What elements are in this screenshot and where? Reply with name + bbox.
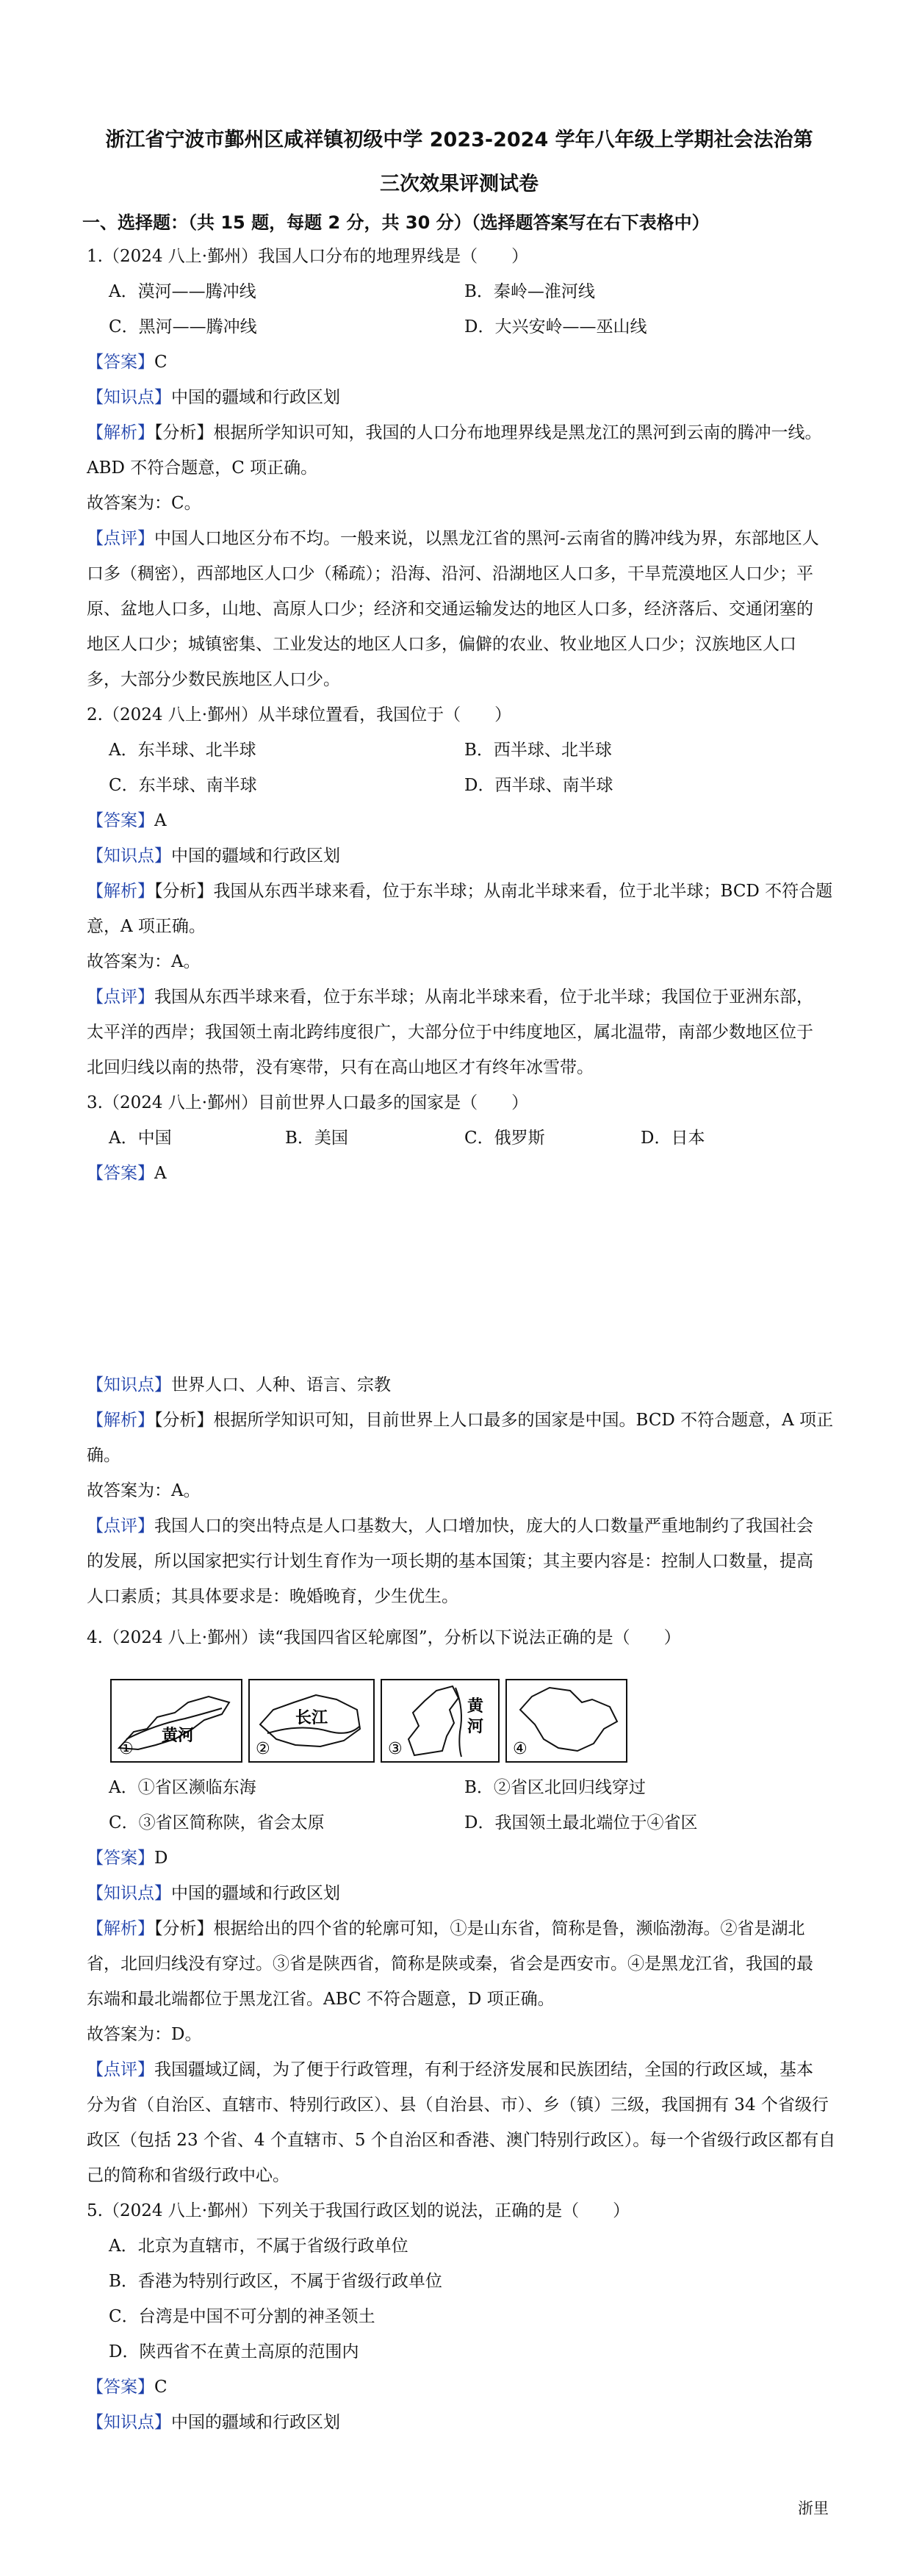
page-footer: 浙里: [798, 2500, 829, 2517]
q4-result: 故答案为：D。: [87, 2025, 202, 2044]
exam-title-line-1: 浙江省宁波市鄞州区咸祥镇初级中学 2023-2024 学年八年级上学期社会法治第: [105, 129, 813, 151]
q1-result: 故答案为：C。: [87, 494, 201, 513]
q2-analysis-line-1: 【分析】我国从东西半球来看，位于东半球；从南北半球来看，位于北半球；BCD 不符合题: [154, 882, 833, 901]
q2-knowledge: [87, 842, 340, 866]
province-outline-2: [248, 1679, 375, 1763]
q5-stem: 5.（2024 八上·鄞州）下列关于我国行政区划的说法，正确的是（ ）: [87, 2201, 630, 2220]
q3-comment-line-2: 的发展，所以国家把实行计划生育作为一项长期的基本国策；其主要内容是：控制人口数量，提高: [87, 1552, 813, 1571]
q5-answer: [87, 2373, 168, 2397]
q5-answer-value: C: [154, 2378, 168, 2397]
q1-answer: [87, 348, 168, 373]
q4-comment-line-1: 我国疆域辽阔，为了便于行政管理，有利于经济发展和民族团结，全国的行政区域，基本: [154, 2060, 813, 2079]
fig-river-yellow-a: 黄: [467, 1697, 484, 1716]
q3-knowledge-value: 世界人口、人种、语言、宗教: [171, 1375, 391, 1395]
q4-stem: 4.（2024 八上·鄞州）读“我国四省区轮廓图”，分析以下说法正确的是（ ）: [87, 1628, 681, 1647]
q4-comment-line-3: 政区（包括 23 个省、4 个直辖市、5 个自治区和香港、澳门特别行政区）。每一个省级行政区都有自: [87, 2131, 836, 2150]
q4-analysis-line-3: 东端和最北端都位于黑龙江省。ABC 不符合题意，D 项正确。: [87, 1990, 555, 2009]
q2-comment-line-3: 北回归线以南的热带，没有寒带，只有在高山地区才有终年冰雪带。: [87, 1058, 594, 1077]
q5-knowledge-value: 中国的疆域和行政区划: [171, 2413, 340, 2432]
q4-option-c: C．③省区简称陕，省会太原: [109, 1813, 325, 1832]
q3-comment-line-3: 人口素质；其具体要求是：晚婚晚育，少生优生。: [87, 1587, 458, 1606]
q5-option-b: B．香港为特别行政区，不属于省级行政单位: [109, 2272, 442, 2291]
q3-answer-value: A: [154, 1164, 167, 1183]
fig-river-yellow-b: 河: [467, 1718, 484, 1736]
q4-knowledge: [87, 1879, 340, 1904]
fig-number-4: ④: [513, 1740, 527, 1758]
q4-comment-line-2: 分为省（自治区、直辖市、特别行政区）、县（自治县、市）、乡（镇）三级，我国拥有 34 个省级行: [87, 2095, 829, 2115]
q3-option-b: B．美国: [285, 1129, 348, 1148]
knowledge-tag: 【知识点】: [87, 1884, 171, 1903]
q1-comment-line-1: 中国人口地区分布不均。一般来说，以黑龙江省的黑河-云南省的腾冲线为界，东部地区人: [154, 529, 819, 548]
shaanxi-outline-image: [382, 1680, 498, 1761]
q2-analysis: [87, 877, 832, 902]
q2-comment: [87, 983, 813, 1007]
answer-tag: 【答案】: [87, 1849, 154, 1868]
q1-answer-value: C: [154, 353, 168, 372]
q4-answer: [87, 1844, 168, 1868]
knowledge-tag: 【知识点】: [87, 846, 171, 866]
q4-answer-value: D: [154, 1849, 168, 1868]
q3-analysis: [87, 1406, 833, 1431]
q3-result: 故答案为：A。: [87, 1481, 201, 1500]
q2-option-a: A．东半球、北半球: [109, 741, 256, 760]
province-outline-3: [381, 1679, 500, 1763]
fig-river-yellow: 黄河: [162, 1727, 195, 1745]
province-outline-4: [505, 1679, 627, 1763]
q5-option-c: C．台湾是中国不可分割的神圣领土: [109, 2307, 375, 2326]
q3-knowledge: [87, 1371, 391, 1395]
q1-option-d: D．大兴安岭——巫山线: [464, 317, 647, 337]
q4-analysis-line-1: 【分析】根据给出的四个省的轮廓可知，①是山东省，简称是鲁，濒临渤海。②省是湖北: [154, 1919, 805, 1938]
q3-analysis-line-1: 【分析】根据所学知识可知，目前世界上人口最多的国家是中国。BCD 不符合题意，A 项正: [154, 1411, 834, 1430]
shandong-outline-image: [112, 1680, 241, 1761]
analysis-tag: 【解析】: [87, 1411, 154, 1430]
q1-analysis-line-2: ABD 不符合题意，C 项正确。: [87, 458, 318, 478]
q1-comment-line-2: 口多（稠密），西部地区人口少（稀疏）；沿海、沿河、沿湖地区人口多，干旱荒漠地区人口少；平: [87, 564, 813, 583]
section-heading: 一、选择题：（共 15 题，每题 2 分，共 30 分）（选择题答案写在右下表格中）: [82, 212, 710, 233]
q2-answer-value: A: [154, 811, 167, 830]
analysis-tag: 【解析】: [87, 423, 154, 442]
q1-option-a: A．漠河——腾冲线: [109, 282, 256, 301]
q2-answer: [87, 807, 167, 831]
q3-answer: [87, 1159, 167, 1184]
answer-tag: 【答案】: [87, 811, 154, 830]
q4-analysis-line-2: 省，北回归线没有穿过。③省是陕西省，简称是陕或秦，省会是西安市。④是黑龙江省，我国的最: [87, 1954, 813, 1974]
q3-comment: [87, 1512, 813, 1536]
q3-option-d: D．日本: [641, 1129, 705, 1148]
q2-comment-line-1: 我国从东西半球来看，位于东半球；从南北半球来看，位于北半球；我国位于亚洲东部，: [154, 987, 813, 1007]
q1-option-c: C．黑河——腾冲线: [109, 317, 257, 337]
comment-tag: 【点评】: [87, 987, 154, 1007]
q4-option-b: B．②省区北回归线穿过: [464, 1778, 646, 1797]
q1-knowledge: [87, 384, 340, 408]
q2-comment-line-2: 太平洋的西岸；我国领土南北跨纬度很广，大部分位于中纬度地区，属北温带，南部少数地区位于: [87, 1023, 813, 1042]
q4-comment-line-4: 己的简称和省级行政中心。: [87, 2166, 289, 2185]
q3-option-a: A．中国: [109, 1129, 172, 1148]
q1-analysis-line-1: 【分析】根据所学知识可知，我国的人口分布地理界线是黑龙江的黑河到云南的腾冲一线。: [154, 423, 822, 442]
q4-option-d: D．我国领土最北端位于④省区: [464, 1813, 698, 1832]
fig-river-yangtze: 长江: [295, 1709, 328, 1727]
fig-number-2: ②: [256, 1740, 270, 1758]
q4-knowledge-value: 中国的疆域和行政区划: [171, 1884, 340, 1903]
province-outline-1: [110, 1679, 242, 1763]
q2-option-b: B．西半球、北半球: [464, 741, 612, 760]
fig-number-1: ①: [119, 1740, 134, 1758]
knowledge-tag: 【知识点】: [87, 2413, 171, 2432]
knowledge-tag: 【知识点】: [87, 388, 171, 407]
q2-option-d: D．西半球、南半球: [464, 776, 613, 795]
q3-comment-line-1: 我国人口的突出特点是人口基数大，人口增加快，庞大的人口数量严重地制约了我国社会: [154, 1517, 813, 1536]
q2-analysis-line-2: 意，A 项正确。: [87, 917, 206, 936]
q3-analysis-line-2: 确。: [87, 1446, 120, 1465]
comment-tag: 【点评】: [87, 2060, 154, 2079]
q1-comment-line-4: 地区人口少；城镇密集、工业发达的地区人口多，偏僻的农业、牧业地区人口少；汉族地区人口: [87, 635, 796, 654]
hubei-outline-image: [250, 1680, 373, 1761]
exam-title-line-2: 三次效果评测试卷: [380, 173, 539, 195]
answer-tag: 【答案】: [87, 353, 154, 372]
q4-comment: [87, 2056, 813, 2080]
q5-option-d: D．陕西省不在黄土高原的范围内: [109, 2342, 359, 2361]
q1-comment-line-3: 原、盆地人口多，山地、高原人口少；经济和交通运输发达的地区人口多，经济落后、交通闭塞的: [87, 600, 813, 619]
q4-option-a: A．①省区濒临东海: [109, 1778, 256, 1797]
fig-number-3: ③: [388, 1740, 403, 1758]
q2-result: 故答案为：A。: [87, 952, 201, 971]
q1-knowledge-value: 中国的疆域和行政区划: [171, 388, 340, 407]
q1-comment-line-5: 多，大部分少数民族地区人口少。: [87, 670, 340, 689]
q3-option-c: C．俄罗斯: [464, 1129, 545, 1148]
q2-knowledge-value: 中国的疆域和行政区划: [171, 846, 340, 866]
comment-tag: 【点评】: [87, 529, 154, 548]
q5-knowledge: [87, 2408, 340, 2433]
knowledge-tag: 【知识点】: [87, 1375, 171, 1395]
answer-tag: 【答案】: [87, 1164, 154, 1183]
heilongjiang-outline-image: [507, 1680, 626, 1761]
q2-option-c: C．东半球、南半球: [109, 776, 257, 795]
q2-stem: 2.（2024 八上·鄞州）从半球位置看，我国位于（ ）: [87, 705, 512, 724]
q5-option-a: A．北京为直辖市，不属于省级行政单位: [109, 2237, 408, 2256]
analysis-tag: 【解析】: [87, 882, 154, 901]
q1-option-b: B．秦岭—淮河线: [464, 282, 595, 301]
q1-comment: [87, 525, 819, 549]
q1-analysis: [87, 419, 822, 443]
comment-tag: 【点评】: [87, 1517, 154, 1536]
analysis-tag: 【解析】: [87, 1919, 154, 1938]
answer-tag: 【答案】: [87, 2378, 154, 2397]
q3-stem: 3.（2024 八上·鄞州）目前世界人口最多的国家是（ ）: [87, 1093, 529, 1112]
q4-analysis: [87, 1915, 805, 1939]
q1-stem: 1.（2024 八上·鄞州）我国人口分布的地理界线是（ ）: [87, 247, 529, 266]
